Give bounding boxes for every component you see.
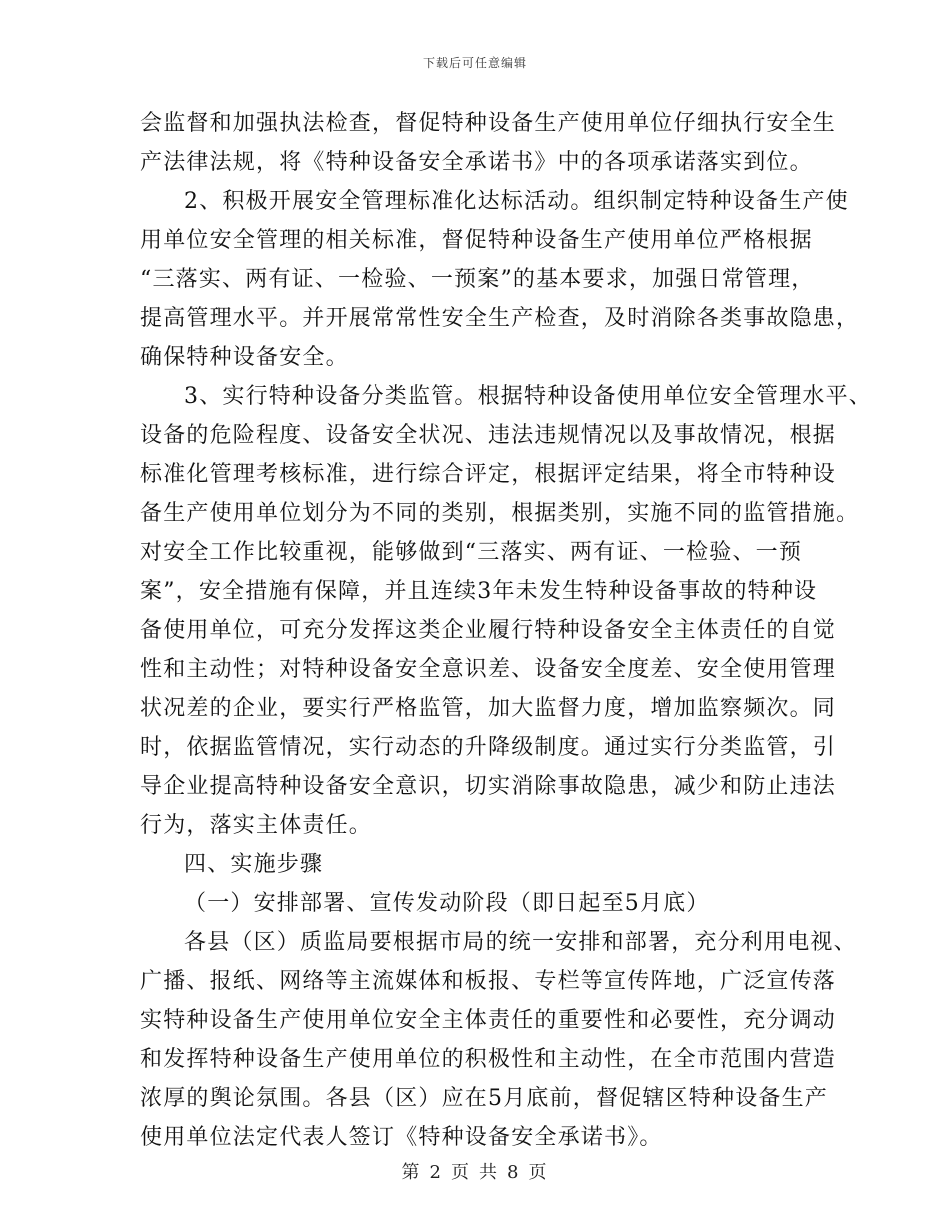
text-line: 对安全工作比较重视，能够做到“三落实、两有证、一检验、一预 — [140, 540, 803, 565]
text-line: 备生产使用单位划分为不同的类别，根据类别，实施不同的监管措施。 — [140, 501, 860, 526]
text-line: 设备的危险程度、设备安全状况、违法违规情况以及事故情况，根据 — [140, 423, 837, 448]
text-line: 浓厚的舆论氛围。各县（区）应在5月底前，督促辖区特种设备生产 — [140, 1086, 828, 1111]
text-line: 性和主动性；对特种设备安全意识差、设备安全度差、安全使用管理 — [140, 657, 837, 682]
text-line: 2、积极开展安全管理标准化达标活动。组织制定特种设备生产使 — [184, 189, 849, 214]
text-line: “三落实、两有证、一检验、一预案”的基本要求，加强日常管理， — [140, 267, 815, 292]
text-line: 使用单位法定代表人签订《特种设备安全承诺书》。 — [140, 1125, 663, 1150]
document-body — [140, 104, 872, 1157]
text-line: 标准化管理考核标准，进行综合评定，根据评定结果，将全市特种设 — [140, 462, 837, 487]
footer-prefix: 第 — [401, 1162, 422, 1183]
total-pages: 8 — [507, 1162, 521, 1183]
text-line: 会监督和加强执法检查，督促特种设备生产使用单位仔细执行安全生 — [140, 111, 837, 136]
text-line: 用单位安全管理的相关标准，督促特种设备生产使用单位严格根据 — [140, 228, 813, 253]
footer-total-unit: 页 — [528, 1162, 549, 1183]
footer-page-unit: 页 — [451, 1162, 471, 1183]
text-line: 和发挥特种设备生产使用单位的积极性和主动性，在全市范围内营造 — [140, 1047, 837, 1072]
subsection-heading: （一）安排部署、宣传发动阶段（即日起至5月底） — [184, 891, 710, 916]
page-header: 下载后可任意编辑 — [422, 56, 527, 70]
text-line: 状况差的企业，要实行严格监管，加大监督力度，增加监察频次。同 — [140, 696, 837, 721]
text-line: 备使用单位，可充分发挥这类企业履行特种设备安全主体责任的自觉 — [140, 618, 837, 643]
footer-total-prefix: 共 — [479, 1162, 499, 1183]
text-line: 案”，安全措施有保障，并且连续3年未发生特种设备事故的特种设 — [140, 579, 818, 604]
page-number: 2 — [429, 1162, 443, 1183]
text-line: 广播、报纸、网络等主流媒体和板报、专栏等宣传阵地，广泛宣传落 — [140, 969, 837, 994]
text-line: 各县（区）质监局要根据市局的统一安排和部署，充分利用电视、 — [184, 930, 857, 955]
text-line: 确保特种设备安全。 — [140, 345, 349, 370]
page-footer — [0, 1158, 950, 1184]
section-heading: 四、实施步骤 — [184, 852, 324, 877]
text-line: 实特种设备生产使用单位安全主体责任的重要性和必要性，充分调动 — [140, 1008, 837, 1033]
text-line: 时，依据监管情况，实行动态的升降级制度。通过实行分类监管，引 — [140, 735, 837, 760]
text-line: 行为，落实主体责任。 — [140, 813, 373, 838]
text-line: 3、实行特种设备分类监管。根据特种设备使用单位安全管理水平、 — [184, 384, 872, 409]
text-line: 提高管理水平。并开展常常性安全生产检查，及时消除各类事故隐患， — [140, 306, 860, 331]
text-line: 导企业提高特种设备安全意识，切实消除事故隐患，减少和防止违法 — [140, 774, 837, 799]
text-line: 产法律法规，将《特种设备安全承诺书》中的各项承诺落实到位。 — [140, 150, 813, 175]
